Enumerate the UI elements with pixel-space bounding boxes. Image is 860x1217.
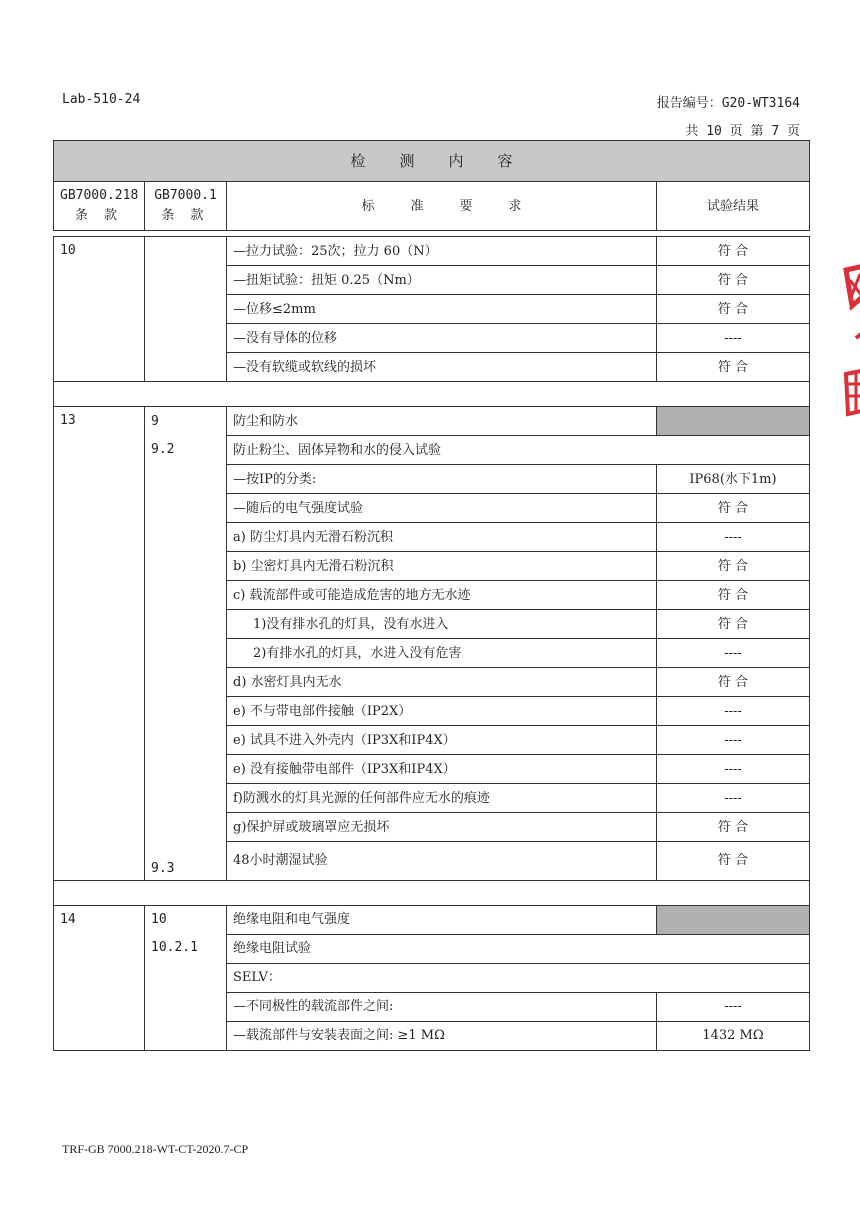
result-na-shaded [657,407,810,436]
requirement: 防止粉尘、固体异物和水的侵入试验 [227,436,810,465]
requirement: e) 不与带电部件接触（IP2X） [227,697,657,726]
clause-14: 14 [54,905,145,1050]
clause-9-2: 9.2 [145,436,227,842]
result: 符 合 [657,581,810,610]
requirement: —扭矩试验：扭矩 0.25（Nm） [227,266,657,295]
result: 符 合 [657,668,810,697]
requirement: e) 试具不进入外壳内（IP3X和IP4X） [227,726,657,755]
requirement: 防尘和防水 [227,407,657,436]
requirement: b) 尘密灯具内无滑石粉沉积 [227,552,657,581]
requirement: 1)没有排水孔的灯具，没有水进入 [227,610,657,639]
requirement: —位移≤2mm [227,295,657,324]
result: 符 合 [657,842,810,881]
clause-10: 10 [145,905,227,934]
result: 1432 MΩ [657,1021,810,1050]
requirement: f)防溅水的灯具光源的任何部件应无水的痕迹 [227,784,657,813]
result: 符 合 [657,494,810,523]
seal-stamp [836,260,860,430]
result: 符 合 [657,353,810,382]
requirement: 48小时潮湿试验 [227,842,657,881]
page-count: 共 10 页 第 7 页 [685,124,800,139]
result: ---- [657,324,810,353]
result: ---- [657,726,810,755]
result: 符 合 [657,266,810,295]
requirement: 绝缘电阻试验 [227,934,810,963]
requirement: —随后的电气强度试验 [227,494,657,523]
clause-10-2-1: 10.2.1 [145,934,227,1050]
requirement: —按IP的分类: [227,465,657,494]
requirement: —没有软缆或软线的损坏 [227,353,657,382]
clause-9: 9 [145,407,227,436]
clause-10: 10 [54,237,145,382]
requirement: e) 没有接触带电部件（IP3X和IP4X） [227,755,657,784]
clause-empty [145,237,227,382]
table-row [54,436,810,465]
result: 符 合 [657,552,810,581]
header-table [53,140,810,231]
requirement: c) 载流部件或可能造成危害的地方无水迹 [227,581,657,610]
result: 符 合 [657,237,810,266]
requirement: g)保护屏或玻璃罩应无损坏 [227,813,657,842]
table-title: 检测内容 [54,141,810,182]
report-number: 报告编号：G20-WT3164 [656,96,800,111]
result-na-shaded [657,905,810,934]
requirement: —没有导体的位移 [227,324,657,353]
table-row [54,237,810,266]
result: IP68(水下1m) [657,465,810,494]
result: 符 合 [657,610,810,639]
table-row [54,934,810,963]
result: ---- [657,755,810,784]
spacer-row [54,382,810,407]
requirement: 绝缘电阻和电气强度 [227,905,657,934]
spacer-row [54,880,810,905]
result: 符 合 [657,295,810,324]
result: ---- [657,639,810,668]
table-row [54,842,810,881]
table-row [54,905,810,934]
requirement: SELV： [227,963,810,992]
requirement: 2)有排水孔的灯具，水进入没有危害 [227,639,657,668]
requirement: d) 水密灯具内无水 [227,668,657,697]
footer-form-code: TRF-GB 7000.218-WT-CT-2020.7-CP [62,1142,249,1156]
result: 符 合 [657,813,810,842]
col-header-result: 试验结果 [657,182,810,231]
col-header-requirement: 标准要求 [227,182,657,231]
requirement: —拉力试验：25次；拉力 60（N） [227,237,657,266]
requirement: —载流部件与安装表面之间: ≥1 MΩ [227,1021,657,1050]
result: ---- [657,784,810,813]
lab-code: Lab-510-24 [62,92,141,107]
result: ---- [657,697,810,726]
clause-9-3: 9.3 [145,842,227,881]
result: ---- [657,523,810,552]
col-header-gb7000-218: GB7000.218 条 款 [54,182,145,231]
result: ---- [657,992,810,1021]
requirement: a) 防尘灯具内无滑石粉沉积 [227,523,657,552]
content-table [53,236,810,1051]
requirement: —不同极性的载流部件之间: [227,992,657,1021]
col-header-gb7000-1: GB7000.1 条 款 [145,182,227,231]
clause-13: 13 [54,407,145,881]
table-row [54,407,810,436]
